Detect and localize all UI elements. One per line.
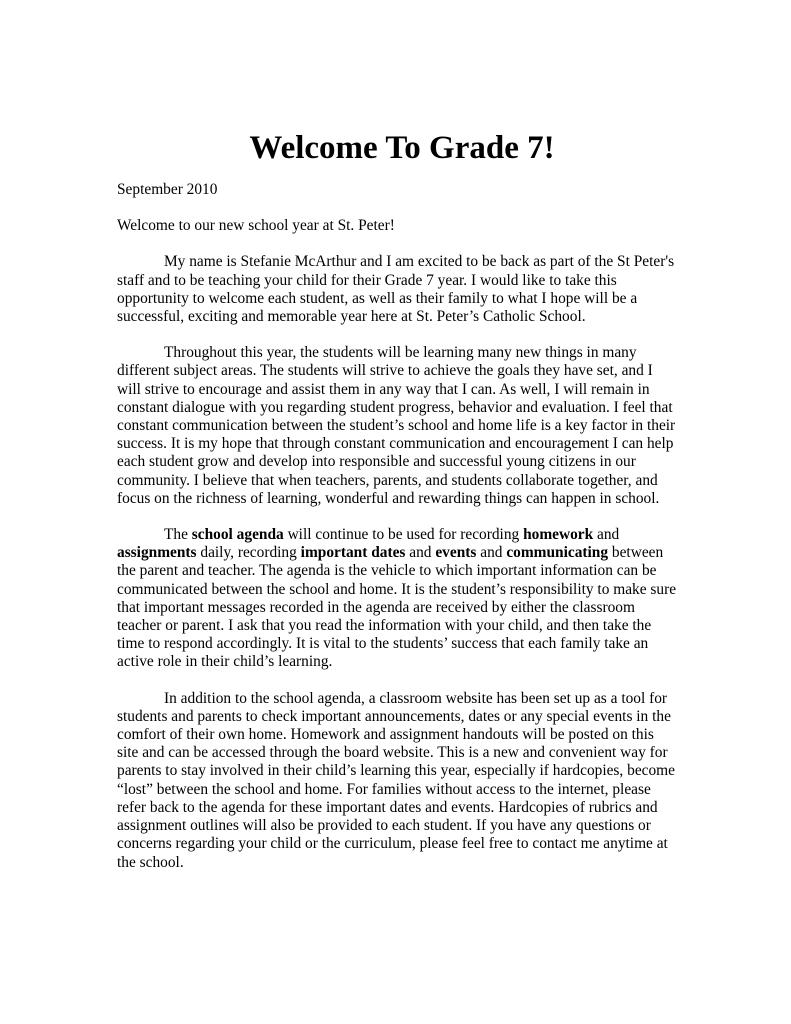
letter-page <box>117 128 677 890</box>
agenda-term-homework: homework <box>523 526 594 544</box>
letter-date: September 2010 <box>117 181 218 198</box>
letter-greeting: Welcome to our new school year at St. Peter! <box>117 217 395 235</box>
agenda-text: The <box>164 526 192 544</box>
agenda-term-communicating: communicating <box>506 544 609 562</box>
agenda-term-events: events <box>435 544 477 562</box>
document-title: Welcome To Grade 7! <box>249 130 555 166</box>
agenda-text: will continue to be used for recording <box>283 526 524 544</box>
agenda-term-important-dates: important dates <box>300 544 406 562</box>
paragraph-classroom-website: In addition to the school agenda, a classroom website has been set up as a tool for students and parents to check important announcements, dates or any special events in the comfort of their own home. Homework and assignment handouts will be posted on this site and can be accessed through the board website. This is a new and convenient way for parents to stay involved in their child’s learning this year, especially if hardcopies, become “lost” between the school and home. For families without access to the internet, please refer back to the agenda for these important dates and events. Hardcopies of rubrics and assignment outlines will also be provided to each student. If you have any questions or concerns regarding your child or the curriculum, please feel free to contact me anytime at the school. <box>117 689 675 871</box>
agenda-term-school-agenda: school agenda <box>191 526 284 544</box>
paragraph-school-agenda <box>117 526 677 672</box>
agenda-text: and <box>476 544 507 562</box>
agenda-text: daily, recording <box>196 544 301 562</box>
agenda-term-assignments: assignments <box>117 544 197 562</box>
agenda-text: and <box>405 544 436 562</box>
paragraph-year-goals: Throughout this year, the students will be learning many new things in many different subject areas. The students will strive to achieve the goals they have set, and I will strive to encourage and assist them in any way that I can. As well, I will remain in constant dialogue with you regarding student progress, behavior and evaluation. I feel that constant communication between the student’s school and home life is a key factor in their success. It is my hope that through constant communication and encouragement I can help each student grow and develop into responsible and successful young citizens in our community. I believe that when teachers, parents, and students collaborate together, and focus on the richness of learning, wonderful and rewarding things can happen in school. <box>117 344 676 507</box>
agenda-text: between the parent and teacher. The agenda is the vehicle to which important information can be communicated between the school and home. It is the student’s responsibility to make sure that important messages recorded in the agenda are received by either the classroom teacher or parent. I ask that you read the information with your child, and then take the time to respond accordingly. It is vital to the students’ success that each family take an active role in their child’s learning. <box>117 544 677 671</box>
agenda-text: and <box>593 526 620 544</box>
paragraph-introduction: My name is Stefanie McArthur and I am excited to be back as part of the St Peter's staff and to be teaching your child for their Grade 7 year. I would like to take this opportunity to welcome each student, as well as their family to what I hope will be a successful, exciting and memorable year here at St. Peter’s Catholic School. <box>117 253 675 326</box>
